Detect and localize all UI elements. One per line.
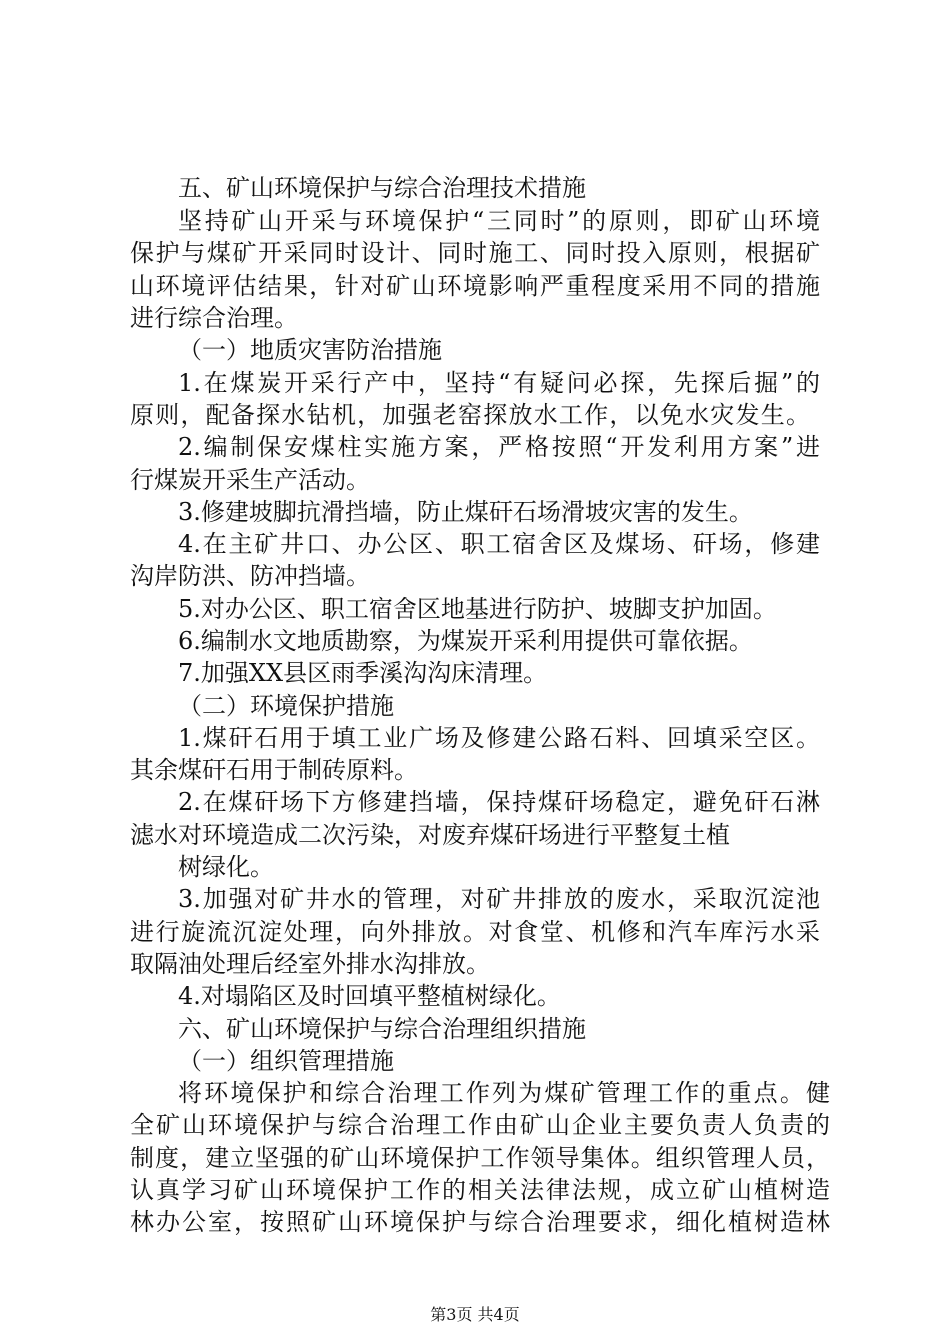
paragraph-line: 坚持矿山开采与环境保护“三同时”的原则，即矿山环境 bbox=[178, 207, 820, 235]
paragraph-line: 认真学习矿山环境保护工作的相关法律法规，成立矿山植树造 bbox=[130, 1176, 830, 1204]
paragraph-line: 全矿山环境保护与综合治理工作由矿山企业主要负责人负责的 bbox=[130, 1111, 830, 1139]
paragraph-line: 7.加强XX县区雨季溪沟沟床清理。 bbox=[178, 659, 548, 687]
paragraph-line: 1.在煤炭开采行产中，坚持“有疑问必探，先探后掘”的 bbox=[178, 369, 820, 397]
paragraph-line: 行煤炭开采生产活动。 bbox=[130, 466, 370, 494]
paragraph-line: 5.对办公区、职工宿舍区地基进行防护、坡脚支护加固。 bbox=[178, 595, 777, 623]
paragraph-line: 其余煤矸石用于制砖原料。 bbox=[130, 756, 418, 784]
paragraph-line: 山环境评估结果，针对矿山环境影响严重程度采用不同的措施 bbox=[130, 272, 820, 300]
subsection-heading: （二）环境保护措施 bbox=[178, 692, 394, 720]
paragraph-line: 取隔油处理后经室外排水沟排放。 bbox=[130, 950, 490, 978]
paragraph-line: 进行综合治理。 bbox=[130, 304, 298, 332]
paragraph-line: 4.对塌陷区及时回填平整植树绿化。 bbox=[178, 982, 561, 1010]
paragraph-line: 保护与煤矿开采同时设计、同时施工、同时投入原则，根据矿 bbox=[130, 239, 820, 267]
subsection-heading: （一）组织管理措施 bbox=[178, 1047, 394, 1075]
paragraph-line: 3.修建坡脚抗滑挡墙，防止煤矸石场滑坡灾害的发生。 bbox=[178, 498, 753, 526]
paragraph-line: 原则，配备探水钻机，加强老窑探放水工作，以免水灾发生。 bbox=[130, 401, 810, 429]
paragraph-line: 3.加强对矿井水的管理，对矿井排放的废水，采取沉淀池 bbox=[178, 885, 820, 913]
subsection-heading: （一）地质灾害防治措施 bbox=[178, 336, 442, 364]
paragraph-line: 2.编制保安煤柱实施方案，严格按照“开发利用方案”进 bbox=[178, 433, 820, 461]
paragraph-line: 6.编制水文地质勘察，为煤炭开采利用提供可靠依据。 bbox=[178, 627, 753, 655]
paragraph-line: 沟岸防洪、防冲挡墙。 bbox=[130, 562, 370, 590]
paragraph-line: 2.在煤矸场下方修建挡墙，保持煤矸场稳定，避免矸石淋 bbox=[178, 788, 820, 816]
paragraph-line: 林办公室，按照矿山环境保护与综合治理要求，细化植树造林 bbox=[130, 1208, 830, 1236]
paragraph-line: 进行旋流沉淀处理，向外排放。对食堂、机修和汽车库污水采 bbox=[130, 918, 820, 946]
paragraph-line: 1.煤矸石用于填工业广场及修建公路石料、回填采空区。 bbox=[178, 724, 820, 752]
paragraph-line: 将环境保护和综合治理工作列为煤矿管理工作的重点。健 bbox=[178, 1079, 830, 1107]
paragraph-line: 4.在主矿井口、办公区、职工宿舍区及煤场、矸场，修建 bbox=[178, 530, 820, 558]
paragraph-line: 滤水对环境造成二次污染，对废弃煤矸场进行平整复土植 bbox=[130, 821, 730, 849]
page-number: 第3页 共4页 bbox=[430, 1305, 520, 1324]
section-heading: 五、矿山环境保护与综合治理技术措施 bbox=[178, 174, 586, 202]
paragraph-line: 树绿化。 bbox=[178, 853, 274, 881]
paragraph-line: 制度，建立坚强的矿山环境保护工作领导集体。组织管理人员， bbox=[130, 1144, 830, 1172]
section-heading: 六、矿山环境保护与综合治理组织措施 bbox=[178, 1015, 586, 1043]
